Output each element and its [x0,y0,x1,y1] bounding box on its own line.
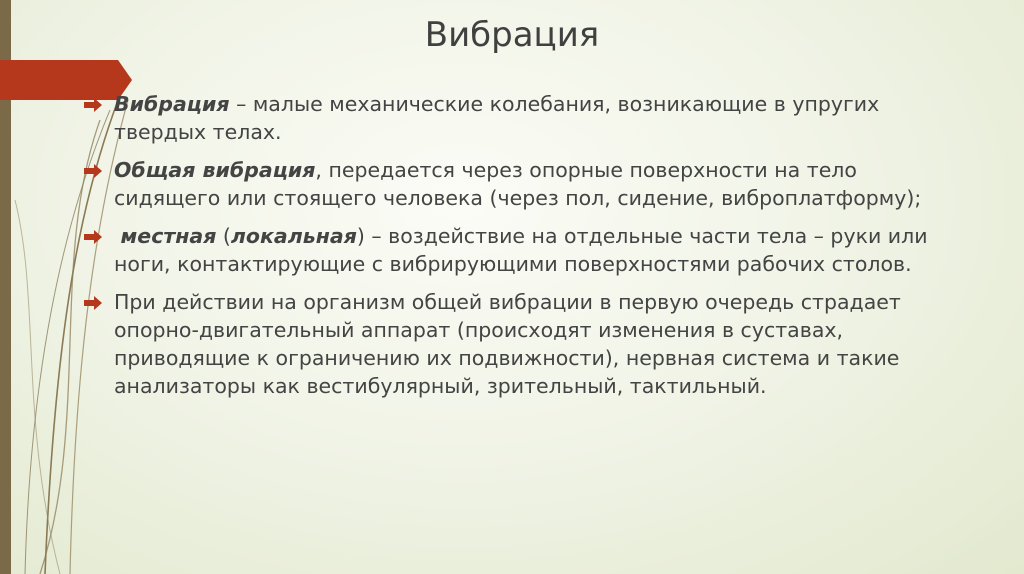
bullet-term: Общая вибрация [114,158,316,182]
bullet-term-secondary: локальная [230,224,357,248]
bullet-item-local-vibration [84,222,964,278]
arrow-right-icon [84,98,106,112]
arrow-right-icon [84,296,106,310]
bullet-term: местная [120,224,217,248]
bullet-list [84,90,964,410]
bullet-item-effects [84,288,964,400]
bullet-text: При действии на организм общей вибрации в первую очередь страдает опорно-двигательный аппарат (происходят изменения в суставах, приводящие к ограничению их подвижности), нервная система и такие анализаторы как вестибулярный, зрительный, тактильный. [114,290,901,398]
slide-title: Вибрация [424,15,600,55]
arrow-right-icon [84,230,106,244]
bullet-item-vibration [84,90,964,146]
bullet-text: – малые механические колебания, возникающие в упругих твердых телах. [114,92,880,144]
bullet-item-general-vibration [84,156,964,212]
bullet-text: , передается через опорные поверхности на тело сидящего или стоящего человека (через пол, сидение, виброплатформу); [114,158,922,210]
bullet-paren-open: ( [216,224,231,248]
bullet-term: Вибрация [114,92,230,116]
bullet-text: ) – воздействие на отдельные части тела – руки или ноги, контактирующие с вибрирующими поверхностями рабочих столов. [114,224,928,276]
arrow-right-icon [84,164,106,178]
